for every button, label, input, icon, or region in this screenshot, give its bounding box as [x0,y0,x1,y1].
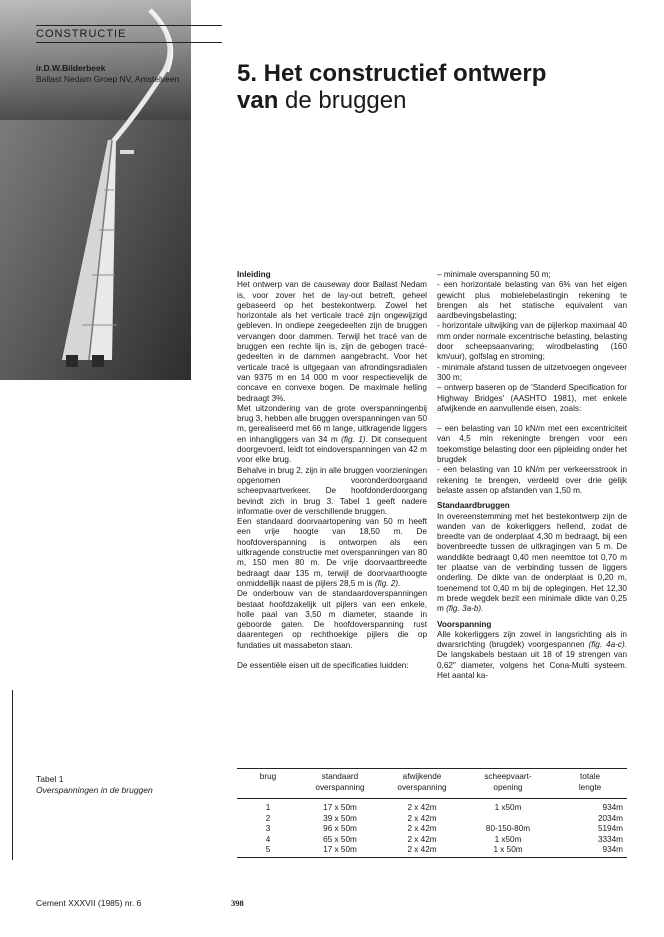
paragraph-8-b: De langskabels bestaan uit 18 of 19 strengen van 0,62" diameter, volgens het Cona-Multi systeem. Het aantal ka- [437,650,627,680]
table-cell: 2 [265,813,271,823]
section-label: CONSTRUCTIE [36,28,127,40]
title-line-2-rest: de bruggen [278,87,407,114]
paragraph-2-a: Met uitzondering van de grote overspanningenbij brug 3, hebben alle bruggen overspanningen van 50 m, gerealiseerd met 66 m lange, uitkragende liggers en inhangliggers van 34 m [237,403,427,444]
table-row [237,814,627,825]
requirement-5: – ontwerp baseren op de 'Standerd Specification for Highway Bridges' (AASHTO 1981), met enkele afwijkende en aanvullende eisen, zoals: [437,383,627,413]
table-cell: 2 x 42m [407,824,437,833]
header-rule-top [36,25,222,26]
table-cell: 1 x50m [494,834,522,844]
paragraph-4-a: Een standaard doorvaartopening van 50 m heeft een vrije hoogte van 18,50 m. De hoofdoverspanning is ontworpen als een uitkragende constructie met overspanningen van 80 m, 150 men 80 m. De vrije doorvaartbreedte bedraagt daar 135 m, terwijl de doorvaarthoogte onmiddellijk naast de pijlers 28,5 m is [237,517,427,588]
requirement-7: - een belasting van 10 kN/m per verkeersstrook in rekening te brengen, verdeeld over drie gelijk belaste assen op afstanden van 1,50 m. [437,465,627,495]
header-brug: brug [237,769,299,799]
table-row [237,845,627,858]
paragraph-6: De essentiële eisen uit de specificaties luidden: [237,660,409,670]
title-line-2-bold: van [237,87,279,114]
title-line-2 [237,87,546,114]
spans-table [237,769,627,858]
title-line-1: 5. Het constructief ontwerp [237,60,547,87]
table-cell: 80-150-80m [485,824,531,833]
paragraph-3: Behalve in brug 2, zijn in alle bruggen voorzieningen opgenomen vooronderdoorgaand scheepvaartverkeer. De hoofdonderdoorgang bevindt zich in brug 3. Tabel 1 geeft nadere informatie over de verschillende bruggen. [237,465,427,516]
table-cell: 1 x50m [494,803,522,812]
causeway-aerial-photo [0,0,191,380]
table-cell: 17 x 50m [323,845,357,854]
table-cell: 934m [602,803,623,812]
heading-standaardbruggen: Standaardbruggen [437,501,510,511]
table-cell: 96 x 50m [323,824,357,833]
header-rule-bottom [36,42,222,43]
table-cell: 2 x 42m [407,845,437,854]
paragraph-1: Het ontwerp van de causeway door Ballast Nedam is, voor zover het de lay-out betreft, geheel gebaseerd op het bestekontwerp. Zowel het horizontale als het verticale tracé zijn ongewijzigd gebleven. In ondiepe zeegedeelten zijn de bruggen vervangen door dammen. Terwijl het tracé van de bruggen een rechte lijn is, zijn de gebogen tracé-gedeelten in de dammen aangebracht. Voor het verticale tracé is uitgegaan van afrondingsradialen van 9375 m en 14 000 m voor respectievelijk de concave en convexe bogen. De maximale helling bedraagt 3%. [237,280,427,403]
figure-ref-2: (fig. 2). [374,578,401,588]
paragraph-8-a: Alle kokerliggers zijn zowel in langsrichting als in dwarsrichting (brugdek) voorgespannen [437,629,627,650]
requirement-6: – een belasting van 10 kN/m met een excentriciteit van 4,5 min rekeningte brengen voor een toekomstige belasting door een pijpleiding onder het brugdek [437,424,627,465]
table-cell: 3334m [597,834,623,844]
table-caption-text: Overspanningen in de bruggen [36,784,153,795]
paragraph-7-a: In overeenstemming met het bestekontwerp zijn de wanden van de kokerliggers hellend, zodat de breedte van de onderplaat 4,30 m bedraagt, bij een bovenbreedte tussen de uitkragingen van 5 m. De wanddikte bedraagt 0,40 men neemttoe tot 0,70 m ter plaatse van de verbinding tussen de liggers onderling. De dikte van de onderplaat is 0,20 m, toenemend tot 0,40 m bij de oplegingen. Het 12,30 m brede wegdek bezit een minimale dikte van 0,25 m [437,511,627,614]
table-row [237,799,627,814]
header-scheepvaart-opening: scheepvaart- opening [463,769,553,799]
table-caption-number: 1 [58,774,64,784]
table-header-row [237,769,627,799]
table-cell: 65 x 50m [323,834,357,844]
requirement-1: – minimale overspanning 50 m; [437,270,551,279]
spacer [237,651,427,661]
footer-journal: Cement XXXVII (1985) nr. 6 [36,898,142,908]
paragraph-2-b: Dit consequent doorgevoerd, leidt tot eindoverspanningen van 42 m voor elke brug. [237,434,427,465]
article-title [237,60,546,114]
table-cell: 17 x 50m [323,803,357,812]
margin-rule [12,690,13,860]
figure-ref-1: (fig. 1). [341,434,368,444]
text-column-right [437,270,627,681]
header-totale-lengte: totale lengte [553,769,627,799]
text-column-left [237,270,427,671]
requirement-3: - horizontale uitwijking van de pijlerkop maximaal 40 mm onder normale excentrische belasting, belasting door scheepsaanvaring; wirodbelasting (160 km/uur), golfslag en stroming; [437,321,627,362]
table-cell: 2 x 42m [407,803,437,812]
table-cell: 934m [602,845,623,854]
requirement-2: - een horizontale belasting van 6% van het eigen gewicht plus mobielebelastingin rekening te brengen als het statische equivalent van aardbevingsbelasting; [437,280,627,321]
table-cell: 5 [265,845,271,854]
requirement-4: - minimale afstand tussen de uitzetvoegen ongeveer 300 m; [437,362,627,382]
header-standaard-overspanning: standaard overspanning [299,769,381,799]
paragraph-5: De onderbouw van de standaardoverspanningen bestaat hoofdzakelijk uit pijlers van een enkele, holle paal van 3,50 m diameter, staande in geboorde gaten. De hoofdoverspanning rust daarentegen op rechthoekige pijlers die op fundaties uit massabeton staan. [237,589,427,650]
page-number: 398 [231,898,244,908]
paragraph-8 [437,630,627,681]
table-cell: 1 x 50m [493,845,523,854]
paragraph-4 [237,517,427,589]
table-cell: 2 x 42m [407,813,437,823]
paragraph-2 [237,404,427,466]
heading-voorspanning: Voorspanning [437,619,492,629]
figure-ref-4: (fig. 4a-c). [588,640,627,650]
table-cell: 3 [265,824,271,833]
table-cell: 4 [265,834,271,844]
table-caption [36,774,153,795]
table-cell [463,814,553,825]
heading-inleiding: Inleiding [237,270,271,279]
table-cell: 2034m [597,813,623,823]
figure-ref-3: (fig. 3a-b). [446,604,484,614]
table-rule-bottom [237,857,627,858]
spacer [437,414,627,424]
header-afwijkende-overspanning: afwijkende overspanning [381,769,463,799]
table-caption-prefix: Tabel [36,774,57,784]
author-affiliation: Ballast Nedam Groep NV, Amstelveen [36,74,180,84]
paragraph-7 [437,512,627,615]
causeway-photo-graphic [0,0,191,380]
table-row [237,824,627,835]
table-cell: 5194m [597,824,623,833]
table-row [237,835,627,846]
author-name: ir.D.W.Bilderbeek [36,63,106,73]
table-cell: 2 x 42m [407,834,437,844]
table-caption-label [36,774,153,785]
table-cell: 1 [265,803,271,812]
table-cell: 39 x 50m [323,813,357,823]
